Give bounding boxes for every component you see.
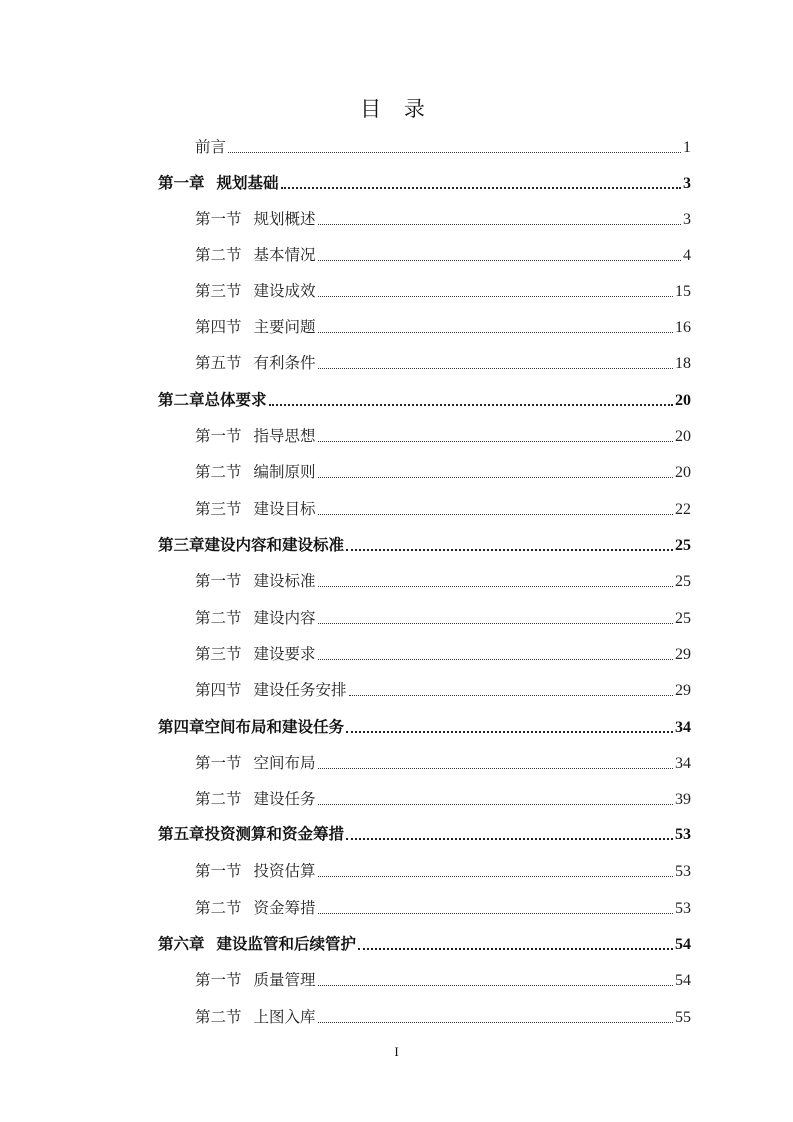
toc-entry-title: 有利条件 xyxy=(253,354,316,372)
toc-section-entry[interactable] xyxy=(195,315,691,339)
toc-entry-label xyxy=(195,751,316,775)
toc-entry-label xyxy=(195,460,316,484)
dot-leader xyxy=(346,549,673,551)
toc-entry-page: 20 xyxy=(675,428,691,445)
toc-entry-title: 第三章建设内容和建设标准 xyxy=(158,536,345,554)
toc-entry-page: 29 xyxy=(675,646,691,663)
toc-entry-title: 建设内容 xyxy=(253,609,316,627)
toc-entry-title: 基本情况 xyxy=(253,246,316,264)
toc-section-entry[interactable] xyxy=(195,207,691,231)
toc-entry-title: 主要问题 xyxy=(253,318,316,336)
toc-section-entry[interactable] xyxy=(195,787,691,811)
toc-entry-title: 建设监管和后续管护 xyxy=(216,935,357,953)
toc-entry-number: 第四节 xyxy=(195,318,242,336)
toc-entry-label xyxy=(195,497,316,521)
dot-leader xyxy=(349,695,673,696)
toc-entry-title: 上图入库 xyxy=(253,1008,316,1026)
page-number: I xyxy=(394,1044,399,1059)
toc-entry-title: 建设要求 xyxy=(253,645,316,663)
toc-entry-number: 第二节 xyxy=(195,899,242,917)
toc-entry-title: 建设成效 xyxy=(253,282,316,300)
dot-leader xyxy=(318,368,673,369)
toc-entry-number: 第二节 xyxy=(195,790,242,808)
toc-entry-label xyxy=(195,678,347,702)
toc-entry-page: 54 xyxy=(675,972,691,989)
toc-entry-title: 第五章投资测算和资金筹措 xyxy=(158,825,345,843)
toc-entry-page: 3 xyxy=(683,211,691,228)
toc-entry-title: 建设任务安排 xyxy=(253,681,347,699)
toc-entry-label xyxy=(195,351,316,375)
toc-entry-page: 20 xyxy=(675,464,691,481)
toc-entry-title: 建设任务 xyxy=(253,790,316,808)
toc-entry-title: 第四章空间布局和建设任务 xyxy=(158,718,345,736)
dot-leader xyxy=(318,477,673,478)
toc-entry-title: 编制原则 xyxy=(253,463,316,481)
toc-entry-label xyxy=(195,896,316,920)
toc-entry-number: 第四节 xyxy=(195,681,242,699)
toc-chapter-entry[interactable] xyxy=(158,932,691,956)
dot-leader xyxy=(318,623,673,624)
toc-preface-entry[interactable] xyxy=(195,135,691,159)
toc-entry-label xyxy=(158,822,344,846)
toc-entry-number: 第一章 xyxy=(158,174,205,192)
toc-entry-page: 22 xyxy=(675,501,691,518)
dot-leader xyxy=(346,731,673,733)
dot-leader xyxy=(318,586,673,587)
toc-entry-page: 53 xyxy=(675,900,691,917)
toc-entry-label xyxy=(195,968,316,992)
toc-entry-page: 16 xyxy=(675,319,691,336)
toc-section-entry[interactable] xyxy=(195,1005,691,1029)
toc-entry-label xyxy=(195,424,316,448)
toc-entry-page: 18 xyxy=(675,355,691,372)
toc-section-entry[interactable] xyxy=(195,678,691,702)
toc-entry-label xyxy=(158,715,344,739)
toc-entry-label xyxy=(195,1005,316,1029)
toc-section-entry[interactable] xyxy=(195,896,691,920)
toc-entry-title: 前言 xyxy=(195,138,227,156)
toc-entry-page: 34 xyxy=(675,755,691,772)
toc-entry-label xyxy=(195,859,316,883)
toc-section-entry[interactable] xyxy=(195,859,691,883)
dot-leader xyxy=(318,876,673,877)
dot-leader xyxy=(318,260,681,261)
toc-entry-number: 第一节 xyxy=(195,210,242,228)
toc-entry-page: 29 xyxy=(675,682,691,699)
toc-entry-page: 39 xyxy=(675,791,691,808)
toc-entry-page: 20 xyxy=(675,392,691,409)
toc-entry-label xyxy=(195,787,316,811)
toc-entry-page: 1 xyxy=(683,139,691,156)
toc-entry-label xyxy=(158,932,356,956)
dot-leader xyxy=(318,659,673,660)
toc-entry-page: 25 xyxy=(675,537,691,554)
toc-entry-title: 资金筹措 xyxy=(253,899,316,917)
toc-chapter-entry[interactable] xyxy=(158,388,691,412)
toc-entry-number: 第二节 xyxy=(195,1008,242,1026)
toc-entry-number: 第三节 xyxy=(195,500,242,518)
toc-chapter-entry[interactable] xyxy=(158,715,691,739)
toc-entry-title: 投资估算 xyxy=(253,862,316,880)
toc-chapter-entry[interactable] xyxy=(158,822,691,846)
toc-entry-page: 15 xyxy=(675,283,691,300)
toc-entry-label xyxy=(158,171,279,195)
dot-leader xyxy=(318,985,673,986)
toc-entry-page: 53 xyxy=(675,826,691,843)
toc-entry-label xyxy=(195,606,316,630)
toc-entry-title: 规划基础 xyxy=(216,174,279,192)
toc-entry-title: 空间布局 xyxy=(253,754,316,772)
toc-entry-page: 25 xyxy=(675,610,691,627)
toc-entry-title: 第二章总体要求 xyxy=(158,391,267,409)
toc-entry-label xyxy=(195,135,226,159)
toc-section-entry[interactable] xyxy=(195,569,691,593)
toc-entry-label xyxy=(195,315,316,339)
dot-leader xyxy=(318,296,673,297)
toc-entry-number: 第一节 xyxy=(195,862,242,880)
toc-section-entry[interactable] xyxy=(195,642,691,666)
toc-entry-page: 4 xyxy=(683,247,691,264)
toc-section-entry[interactable] xyxy=(195,424,691,448)
toc-entry-number: 第一节 xyxy=(195,427,242,445)
dot-leader xyxy=(318,913,673,914)
toc-entry-number: 第二节 xyxy=(195,463,242,481)
toc-entry-title: 指导思想 xyxy=(253,427,316,445)
dot-leader xyxy=(346,838,673,840)
toc-section-entry[interactable] xyxy=(195,968,691,992)
toc-entry-number: 第五节 xyxy=(195,354,242,372)
toc-section-entry[interactable] xyxy=(195,279,691,303)
toc-entry-label xyxy=(195,569,316,593)
toc-entry-page: 55 xyxy=(675,1009,691,1026)
toc-entry-title: 建设目标 xyxy=(253,500,316,518)
toc-entry-title: 规划概述 xyxy=(253,210,316,228)
dot-leader xyxy=(318,332,673,333)
toc-entry-label xyxy=(195,279,316,303)
dot-leader xyxy=(318,768,673,769)
toc-title: 目 录 xyxy=(360,97,433,121)
toc-entry-label xyxy=(158,388,267,412)
toc-section-entry[interactable] xyxy=(195,243,691,267)
dot-leader xyxy=(318,1022,673,1023)
dot-leader xyxy=(318,514,673,515)
toc-entry-number: 第一节 xyxy=(195,572,242,590)
dot-leader xyxy=(318,804,673,805)
toc-entry-page: 25 xyxy=(675,573,691,590)
toc-entry-page: 3 xyxy=(683,175,691,192)
toc-section-entry[interactable] xyxy=(195,751,691,775)
toc-section-entry[interactable] xyxy=(195,497,691,521)
toc-entry-number: 第三节 xyxy=(195,645,242,663)
toc-entry-label xyxy=(158,533,344,557)
toc-entry-number: 第一节 xyxy=(195,971,242,989)
toc-section-entry[interactable] xyxy=(195,460,691,484)
toc-entry-number: 第二节 xyxy=(195,609,242,627)
toc-entry-label xyxy=(195,207,316,231)
toc-section-entry[interactable] xyxy=(195,351,691,375)
toc-entry-number: 第一节 xyxy=(195,754,242,772)
toc-entry-number: 第二节 xyxy=(195,246,242,264)
toc-chapter-entry[interactable] xyxy=(158,171,691,195)
toc-entry-number: 第六章 xyxy=(158,935,205,953)
dot-leader xyxy=(281,187,681,189)
toc-entry-title: 质量管理 xyxy=(253,971,316,989)
toc-chapter-entry[interactable] xyxy=(158,533,691,557)
toc-entry-label xyxy=(195,243,316,267)
dot-leader xyxy=(228,152,681,153)
toc-entry-label xyxy=(195,642,316,666)
toc-entry-title: 建设标准 xyxy=(253,572,316,590)
dot-leader xyxy=(318,224,681,225)
toc-entry-number: 第三节 xyxy=(195,282,242,300)
toc-entry-page: 53 xyxy=(675,863,691,880)
toc-entry-page: 54 xyxy=(675,936,691,953)
toc-entry-page: 34 xyxy=(675,719,691,736)
dot-leader xyxy=(318,441,673,442)
dot-leader xyxy=(269,404,673,406)
toc-section-entry[interactable] xyxy=(195,606,691,630)
dot-leader xyxy=(358,948,673,950)
